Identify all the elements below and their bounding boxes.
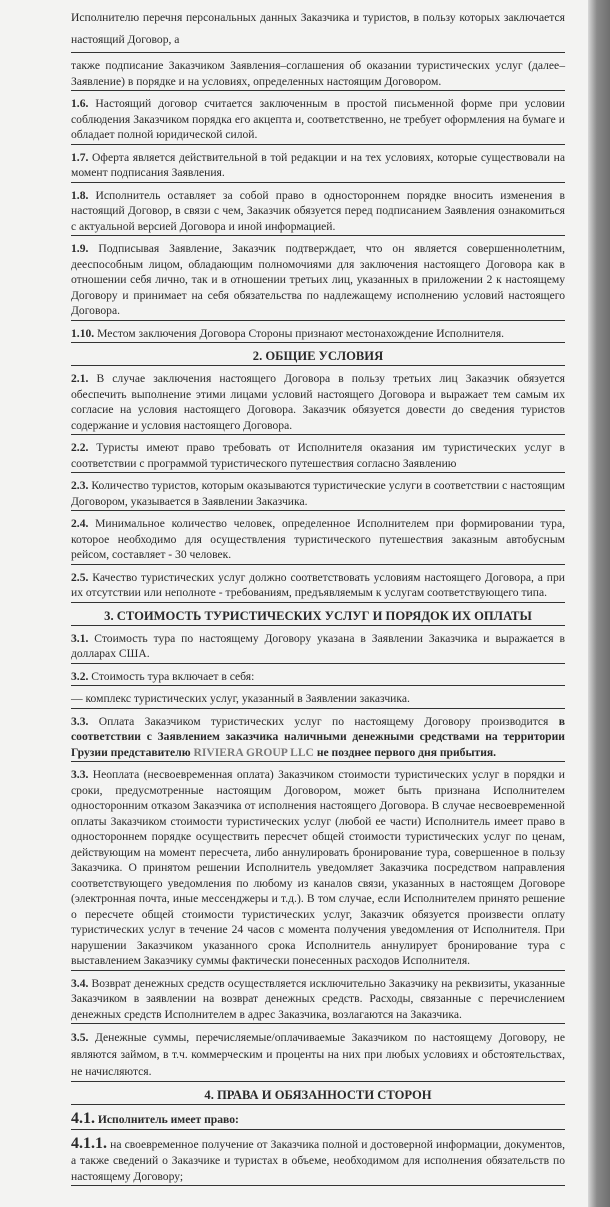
clause-1-6: 1.6. Настоящий договор считается заключенным в простой письменной форме при условии соблюдения Заказчиком порядка его акцепта и, соответственно, не требует оформления на бумаге и обладает полной юридической силой. [71,96,565,145]
section-heading-3: 3. СТОИМОСТЬ ТУРИСТИЧЕСКИХ УСЛУГ И ПОРЯДОК ИХ ОПЛАТЫ [71,608,565,626]
clause-2-4: 2.4. Минимальное количество человек, определенное Исполнителем при формировании тура, которое необходимо для осуществления туристического путешествия заказным автобусным рейсом, составляет - 30 человек. [71,516,565,565]
clause-3-2-item: — комплекс туристических услуг, указанный в Заявлении заказчика. [71,691,565,709]
clause-3-1: 3.1. Стоимость тура по настоящему Договору указана в Заявлении Заказчика и выражается в долларах США. [71,631,565,664]
clause-4-1-1: 4.1.1. на своевременное получение от Заказчика полной и достоверной информации, документов, а также сведений о Заказчике и туристах в объеме, необходимом для исполнения обязательств по настоящему Договору; [71,1135,565,1186]
clause-3-5: 3.5. Денежные суммы, перечисляемые/оплачиваемые Заказчиком по настоящему Договору, не являются займом, в т.ч. коммерческим и проценты на них при любых условиях и обстоятельствах, не начисляются. [71,1029,565,1082]
company-name: RIVIERA GROUP LLC [193,745,314,759]
clause-3-3-nonpayment: 3.3. Неоплата (несвоевременная оплата) Заказчиком стоимости туристических услуг в порядки и сроки, предусмотренные настоящим Договором, может быть признана Исполнителем односторонним отказом Заказчика от исполнения настоящего Договора. В случае несвоевременной оплаты Заказчиком стоимости туристических услуг (любой ее части) Исполнитель имеет право в одностороннем порядке осуществить пересчет общей стоимости туристических услуг по ценам, действующим на момент пересчета, либо аннулировать бронирование тура, совершенное в пользу Заказчика. О принятом решении Исполнитель уведомляет Заказчика посредством направления соответствующего уведомления по любому из каналов связи, указанных в настоящем Договоре (электронная почта, иные мессенджеры и т.д.). В том случае, если Исполнителем принято решение о пересчете общей стоимости туристических услуг, Заказчик обязуется произвести оплату туристических услуг в течение 24 часов с момента получения уведомления от Исполнителя. При нарушении Заказчиком указанного срока Исполнитель аннулирует бронирование тура с выставлением Заказчику суммы фактически понесенных расходов Исполнителя. [71,767,565,971]
section-heading-4: 4. ПРАВА И ОБЯЗАННОСТИ СТОРОН [71,1087,565,1105]
paragraph-intro: Исполнителю перечня персональных данных Заказчика и туристов, в пользу которых заключается настоящий Договор, а [71,7,565,53]
clause-2-2: 2.2. Туристы имеют право требовать от Исполнителя оказания им туристических услуг в соответствии с программой туристического путешествия согласно Заявлению [71,440,565,473]
clause-1-10: 1.10. Местом заключения Договора Стороны признают местонахождение Исполнителя. [71,326,565,344]
clause-2-3: 2.3. Количество туристов, которым оказываются туристические услуги в соответствии с настоящим Договором, указывается в Заявлении Заказчика. [71,478,565,511]
clause-1-9: 1.9. Подписывая Заявление, Заказчик подтверждает, что он является совершеннолетним, дееспособным лицом, обладающим полномочиями для заключения настоящего Договора как в отношении себя лично, так и в отношении третьих лиц, указанных в приложении 2 к настоящему Договору и принимает на себя обязательства по надлежащему исполнению условий настоящего Договора. [71,241,565,321]
clause-3-4: 3.4. Возврат денежных средств осуществляется исключительно Заказчику на реквизиты, указанные Заказчиком в заявлении на возврат денежных средств. Расходы, связанные с перечислением денежных средств Исполнителем в адрес Заказчика, возлагаются на Заказчика. [71,976,565,1025]
clause-1-7: 1.7. Оферта является действительной в той редакции и на тех условиях, которые существовали на момент подписания Заявления. [71,150,565,183]
clause-3-3-payment: 3.3. Оплата Заказчиком туристических услуг по настоящему Договору производится в соответствии с Заявлением заказчика наличными денежными средствами на территории Грузии представителю RIVIERA GROUP LLC не позднее первого дня прибытия. [71,714,565,763]
paragraph-intro-cont: также подписание Заказчиком Заявления–соглашения об оказании туристических услуг (далее–Заявление) в порядке и на условиях, определенных настоящим Договором. [71,58,565,91]
clause-2-1: 2.1. В случае заключения настоящего Договора в пользу третьих лиц Заказчик обязуется обеспечить выполнение этими лицами условий настоящего Договора и выражает тем самым их согласие на условия настоящего Договора. Заказчик обязуется довести до сведения туристов содержание и условия настоящего Договора. [71,371,565,435]
clause-3-2: 3.2. Стоимость тура включает в себя: [71,669,565,687]
section-heading-2: 2. ОБЩИЕ УСЛОВИЯ [71,348,565,366]
scan-edge [588,0,610,1207]
clause-4-1: 4.1. Исполнитель имеет право: [71,1110,565,1130]
clause-2-5: 2.5. Качество туристических услуг должно соответствовать условиям настоящего Договора, а при их отсутствии или неполноте - требованиям, предъявляемым к услугам соответствующего типа. [71,570,565,603]
clause-1-8: 1.8. Исполнитель оставляет за собой право в одностороннем порядке вносить изменения в настоящий Договор, в связи с чем, Заказчик обязуется перед подписанием Заявления ознакомиться с актуальной версией Договора и иной информацией. [71,188,565,237]
